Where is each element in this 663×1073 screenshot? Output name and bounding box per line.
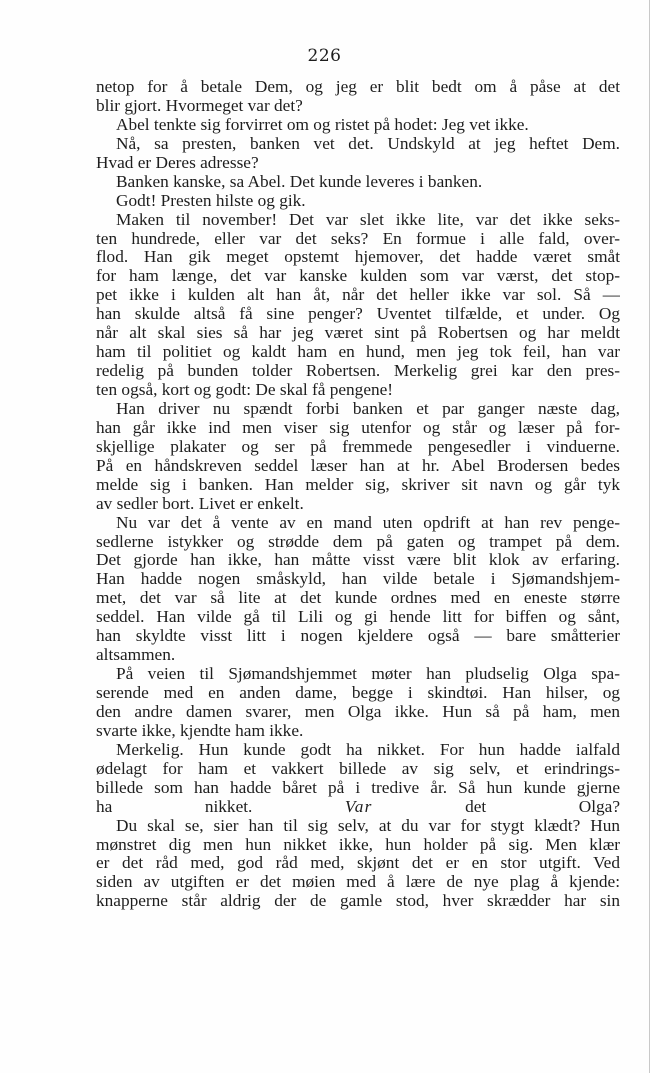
text-line — [96, 627, 620, 646]
text-line-content: den andre damen svarer, men Olga ikke. Hun så på ham, men — [96, 702, 620, 721]
body-text — [96, 78, 620, 911]
text-line-content: Merkelig. Hun kunde godt ha nikket. For hun hadde ialfald — [116, 740, 620, 759]
text-line-content: ham til politiet og kaldt ham en hund, men jeg tok feil, han var — [96, 343, 620, 362]
text-line-content: melde sig i banken. Han melder sig, skriver sit navn og går tyk — [96, 475, 620, 494]
text-line — [96, 381, 620, 400]
text-line — [96, 608, 620, 627]
text-line — [96, 78, 620, 97]
text-line — [96, 267, 620, 286]
text-line — [96, 646, 620, 665]
text-line-content: Han hadde nogen småskyld, han vilde betale i Sjømandshjem- — [96, 570, 620, 589]
text-line-content: svarte ikke, kjendte ham ikke. — [96, 721, 304, 740]
text-line-content: siden av utgiften er det møien med å lære de nye plag å kjende: — [96, 873, 620, 892]
text-line — [96, 873, 620, 892]
text-line-content: flod. Han gik meget opstemt hjemover, det hadde været småt — [96, 248, 620, 267]
text-line — [96, 173, 620, 192]
text-line — [96, 514, 620, 533]
text-line — [96, 741, 620, 760]
text-line — [96, 400, 620, 419]
text-line — [96, 457, 620, 476]
text-line — [96, 438, 620, 457]
text-line — [96, 854, 620, 873]
text-line — [96, 892, 620, 911]
text-line-content: Abel tenkte sig forvirret om og ristet på hodet: Jeg vet ikke. — [116, 115, 529, 134]
text-line-content: mønstret dig men hun nikket ikke, hun holder på sig. Men klær — [96, 835, 620, 854]
text-line — [96, 324, 620, 343]
text-line-content: redelig på bunden tolder Robertsen. Merkelig grei kar den pres- — [96, 362, 620, 381]
text-line — [96, 116, 620, 135]
text-line — [96, 419, 620, 438]
text-line-content: serende med en anden dame, begge i skindtøi. Han hilser, og — [96, 684, 620, 702]
text-line-content: Maken til november! Det var slet ikke lite, var det ikke seks- — [116, 210, 620, 229]
text-line — [96, 343, 620, 362]
text-line-content: Nu var det å vente av en mand uten opdrift at han rev penge- — [116, 513, 620, 532]
text-line — [96, 836, 620, 855]
text-line-content: Han driver nu spændt forbi banken et par ganger næste dag, — [116, 399, 620, 418]
text-line-content: sedlerne istykker og strødde dem på gaten og trampet på dem. — [96, 532, 620, 551]
text-line — [96, 589, 620, 608]
text-line-content: han går ikke ind men viser sig utenfor og står og læser på for- — [96, 418, 620, 437]
text-line-content: På veien til Sjømandshjemmet møter han pludselig Olga spa- — [116, 665, 620, 684]
text-line-content: ødelagt for ham et vakkert billede av sig selv, et erindrings- — [96, 759, 620, 778]
text-line-content: når alt skal sies så har jeg været sint på Robertsen og har meldt — [96, 324, 620, 343]
text-line-content: billede som han hadde båret på i tredive år. Så hun kunde gjerne — [96, 778, 620, 797]
text-line-content: skjellige plakater og ser på fremmede pengesedler i vinduerne. — [96, 437, 620, 456]
text-line-content: Banken kanske, sa Abel. Det kunde leveres i banken. — [116, 172, 483, 191]
text-line — [96, 684, 620, 703]
text-line-content: Det gjorde han ikke, han måtte visst være blit klok av erfaring. — [96, 551, 620, 570]
text-line — [96, 551, 620, 570]
text-line-content: han skyldte visst litt i nogen kjeldere også — bare småtterier — [96, 627, 620, 646]
text-line-tail: det Olga? — [372, 797, 620, 816]
text-line-content: seddel. Han vilde gå til Lili og gi hende litt for biffen og sånt, — [96, 608, 620, 627]
text-line-content: netop for å betale Dem, og jeg er blit bedt om å påse at det — [96, 78, 620, 96]
text-line — [96, 154, 620, 173]
emphasized-word: Var — [344, 797, 373, 816]
text-line-content: knapperne står aldrig der de gamle stod, hver skrædder har sin — [96, 892, 620, 911]
text-line-content: han skulde altså få sine penger? Uventet tilfælde, et under. Og — [96, 305, 620, 324]
text-line-content: ten hundrede, eller var det seks? En formue i alle fald, over- — [96, 229, 620, 248]
text-line — [96, 703, 620, 722]
text-line-content: ten også, kort og godt: De skal få pengene! — [96, 381, 394, 399]
text-line — [96, 230, 620, 249]
text-line — [96, 665, 620, 684]
text-line — [96, 192, 620, 211]
text-line — [96, 760, 620, 779]
text-line-content: er det råd med, god råd med, skjønt det er en stor utgift. Ved — [96, 854, 620, 873]
text-line-content: På en håndskreven seddel læser han at hr. Abel Brodersen bedes — [96, 456, 620, 475]
text-line — [96, 97, 620, 116]
text-line — [96, 722, 620, 741]
text-line-content: Du skal se, sier han til sig selv, at du var for stygt klædt? Hun — [116, 816, 620, 835]
page-number: 226 — [307, 46, 342, 66]
text-line — [96, 248, 620, 267]
text-line-content: for ham længe, det var kanske kulden som var værst, det stop- — [96, 267, 620, 286]
text-line-content: altsammen. — [96, 646, 176, 665]
text-line-content: met, det var så lite at det kunde ordnes med en eneste større — [96, 589, 620, 608]
text-line — [96, 286, 620, 305]
text-line — [96, 211, 620, 230]
text-line — [96, 779, 620, 798]
text-line — [96, 305, 620, 324]
text-line-content: pet ikke i kulden alt han åt, når det heller ikke var sol. Så — — [96, 286, 620, 305]
text-line — [96, 533, 620, 552]
text-line-content: blir gjort. Hvormeget var det? — [96, 96, 303, 115]
text-line-content: Nå, sa presten, banken vet det. Undskyld at jeg heftet Dem. — [116, 134, 620, 153]
text-line — [96, 798, 620, 817]
text-line — [96, 570, 620, 589]
text-line — [96, 476, 620, 495]
text-line — [96, 135, 620, 154]
text-line-content: ha nikket. — [96, 797, 253, 816]
text-line-content: Godt! Presten hilste og gik. — [116, 191, 306, 210]
text-line — [96, 495, 620, 514]
text-line-content: Hvad er Deres adresse? — [96, 153, 259, 172]
text-line — [96, 817, 620, 836]
text-line — [96, 362, 620, 381]
text-line-content: av sedler bort. Livet er enkelt. — [96, 494, 304, 513]
